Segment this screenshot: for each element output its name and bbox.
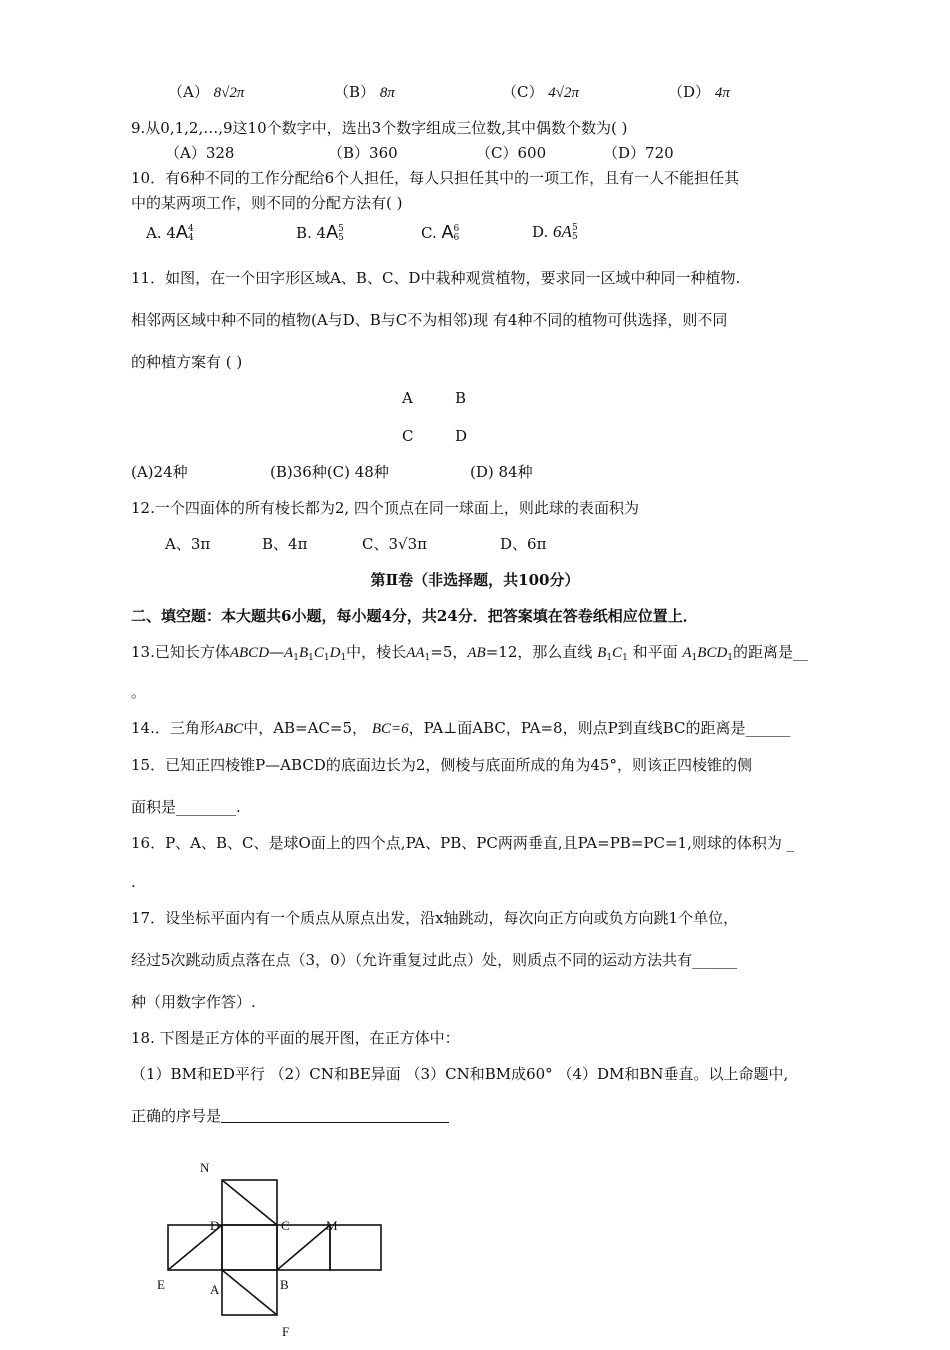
q10-option-a: A. 4A 4 4 (146, 222, 194, 243)
section2-heading: 二、填空题：本大题共6小题，每小题4分，共24分．把答案填在答卷纸相应位置上． (131, 607, 698, 625)
grid-label-b: B (455, 389, 467, 407)
net-face-right2 (330, 1225, 381, 1270)
q13-text: 13.已知长方体$ABCD—A_1B_1C_1D_1$中，棱长$AA_1=5$，AB=12，那么直线 $B_1C_1$ 和平面 $A_1BCD_1$的距离是__ (131, 643, 809, 663)
q11-option-bc: (B)36种(C) 48种 (270, 463, 389, 481)
part2-title: 第Ⅱ卷（非选择题，共100分） (370, 571, 580, 589)
q13-end: 。 (131, 683, 147, 701)
q12-option-d: D、6π (500, 535, 547, 553)
q14-text: 14.．三角形ABC中，AB=AC=5， BC=6，PA⊥面ABC，PA=8，则点P到直线BC的距离是______ (131, 719, 791, 737)
grid-label-c: C (402, 427, 414, 445)
net-face-center (222, 1225, 277, 1270)
q11-line2: 相邻两区域中种不同的植物(A与D、B与C不为相邻)现 有4种不同的植物可供选择，则不同 (131, 311, 728, 329)
q8-option-d: （D） 4π (668, 83, 730, 101)
q10-line1: 10．有6种不同的工作分配给6个人担任，每人只担任其中的一项工作，且有一人不能担任其 (131, 169, 740, 187)
q8-option-a: （A） 8√2π (168, 83, 245, 101)
q10-option-d: D. 6A 5 5 (532, 222, 578, 242)
cube-net-diagram (140, 1150, 540, 1350)
net-label-n: N (200, 1160, 210, 1175)
q11-option-d: (D) 84种 (470, 463, 533, 481)
q12-text: 12.一个四面体的所有棱长都为2, 四个顶点在同一球面上，则此球的表面积为 (131, 499, 639, 517)
q11-option-a: (A)24种 (131, 463, 188, 481)
q18-line3: 正确的序号是 (131, 1106, 449, 1126)
q18-line1: 18. 下图是正方体的平面的展开图，在正方体中： (131, 1029, 460, 1047)
net-label-e: E (157, 1277, 165, 1292)
q9-text: 9.从0,1,2,…,9这10个数字中，选出3个数字组成三位数,其中偶数个数为( ) (131, 119, 628, 137)
net-label-d: D (210, 1218, 220, 1233)
q11-line1: 11．如图，在一个田字形区域A、B、C、D中栽种观赏植物，要求同一区域中种同一种植物. (131, 269, 741, 287)
grid-label-d: D (455, 427, 468, 445)
q10-option-b: B. 4A 5 5 (296, 222, 344, 243)
q16-line1: 16．P、A、B、C、是球O面上的四个点,PA、PB、PC两两垂直,且PA=PB=PC=1,则球的体积为 _ (131, 834, 795, 852)
q10-line2: 中的某两项工作，则不同的分配方法有( ) (131, 194, 403, 212)
q12-option-b: B、4π (262, 535, 308, 553)
q17-line1: 17．设坐标平面内有一个质点从原点出发，沿x轴跳动，每次向正方向或负方向跳1个单位， (131, 909, 739, 927)
q15-line2: 面积是________. (131, 798, 241, 816)
answer-blank (221, 1108, 449, 1123)
q8-option-c: （C） 4√2π (502, 83, 580, 101)
diagonal-bottom (222, 1270, 277, 1315)
net-label-f: F (282, 1324, 290, 1339)
net-label-c: C (281, 1218, 290, 1233)
q8-option-b: （B） 8π (334, 83, 395, 101)
q9-option-d: （D）720 (603, 144, 674, 162)
net-label-m: M (326, 1218, 338, 1233)
q9-option-a: （A）328 (165, 144, 235, 162)
net-label-b: B (280, 1277, 289, 1292)
q9-option-c: （C）600 (476, 144, 547, 162)
q11-line3: 的种植方案有 ( ) (131, 353, 243, 371)
q15-line1: 15．已知正四棱锥P—ABCD的底面边长为2，侧棱与底面所成的角为45°，则该正四棱锥的侧 (131, 756, 752, 774)
q12-option-c: C、3√3π (362, 535, 427, 553)
grid-label-a: A (402, 389, 413, 407)
q18-line2: （1）BM和ED平行 （2）CN和BE异面 （3）CN和BM成60° （4）DM和BN垂直。以上命题中, (131, 1065, 789, 1083)
q17-line3: 种（用数字作答）. (131, 993, 256, 1011)
q9-option-b: （B）360 (328, 144, 398, 162)
q12-option-a: A、3π (165, 535, 211, 553)
diagonal-top (222, 1180, 277, 1225)
net-label-a: A (210, 1282, 220, 1297)
q10-option-c: C. A 6 6 (421, 222, 460, 243)
q16-line2: . (131, 873, 136, 891)
q17-line2: 经过5次跳动质点落在点（3，0）（允许重复过此点）处，则质点不同的运动方法共有______ (131, 951, 738, 969)
